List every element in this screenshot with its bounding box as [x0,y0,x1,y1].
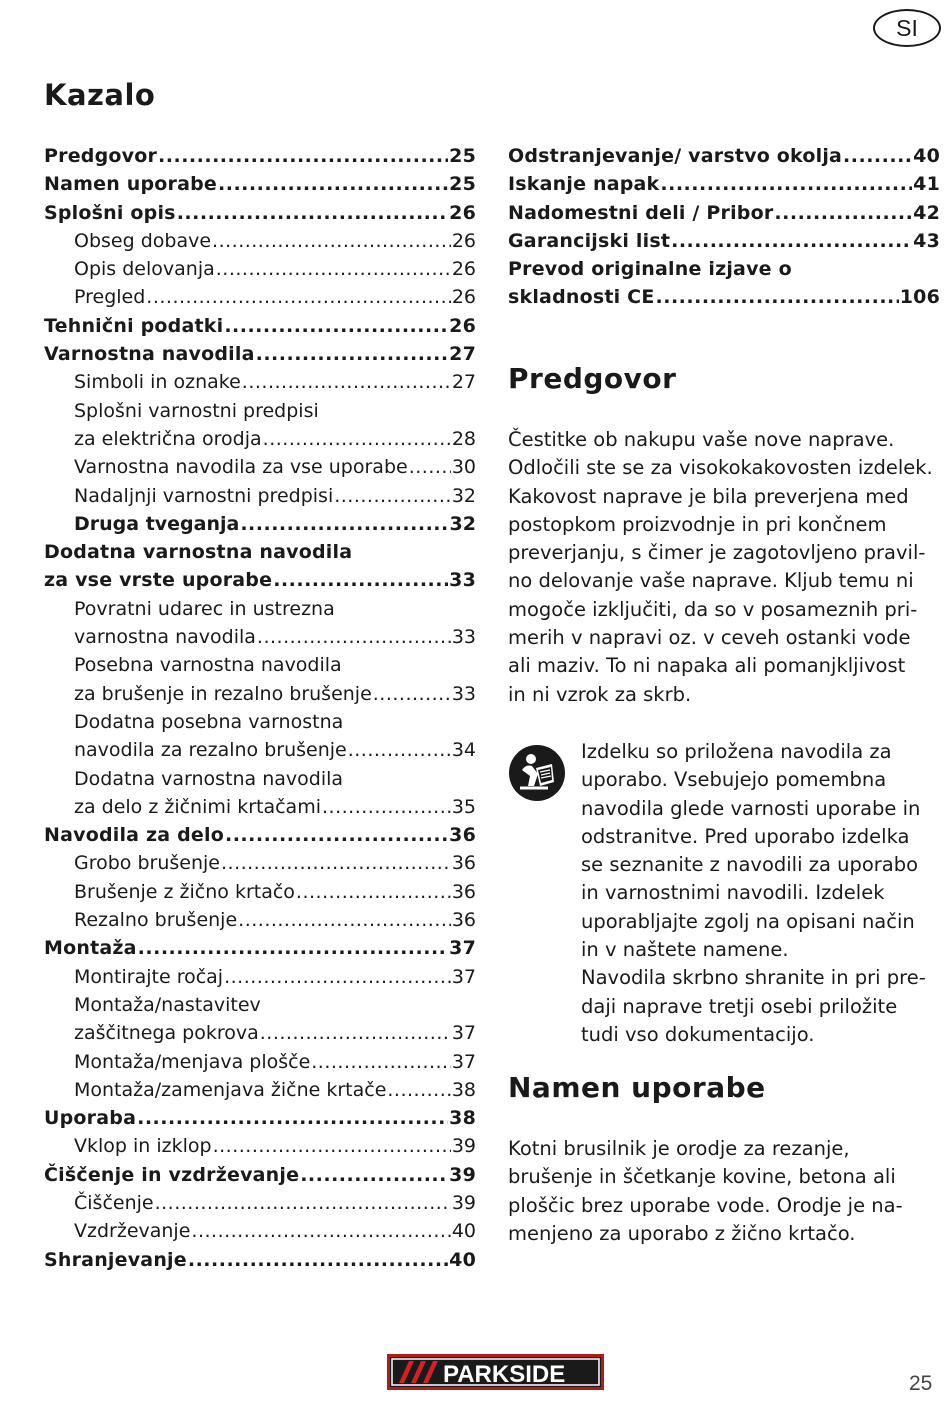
text-line: merih v napravi oz. v ceveh ostanki vode [508,626,911,650]
toc-entry [44,255,476,283]
toc-entry [44,1189,476,1217]
toc-entry-label: skladnosti CE [508,286,655,309]
toc-entry-label: Predgovor [44,145,158,167]
toc-entry-page: 26 [451,286,476,309]
toc-entry [44,821,476,849]
toc-entry-page: 27 [451,371,476,394]
text-line: menjeno za uporabo z žično krtačo. [508,1221,856,1245]
toc-entry-label: Obseg dobave [74,229,212,252]
toc-entry-label: Garancijski list [508,229,671,252]
text-line: Čestitke ob nakupu vaše nove naprave. [508,428,895,451]
toc-entry-page: 35 [451,795,476,818]
toc-entry [44,793,476,821]
toc-entry [44,595,476,623]
toc-dot-leader [188,1246,448,1274]
toc-entry-page: 25 [449,173,476,196]
toc-entry-page: 106 [899,286,940,309]
namen-heading: Namen uporabe [508,1071,766,1104]
toc-dot-leader [212,227,451,255]
toc-entry-label: Grobo brušenje [74,852,220,875]
toc-entry-page: 33 [451,682,476,705]
toc-dot-leader [221,849,451,877]
toc-entry-label: Čiščenje in vzdrževanje [44,1163,300,1186]
toc-dot-leader [238,906,451,934]
toc-entry-page: 33 [449,569,476,592]
toc-entry [44,1019,476,1047]
toc-entry-label: Vklop in izklop [74,1135,212,1158]
toc-entry-page: 37 [449,937,476,960]
toc-entry-page: 32 [451,484,476,507]
toc-dot-leader [387,1076,450,1104]
text-line: postopkom proizvodnje in pri končnem [508,512,887,536]
toc-entry-page: 26 [449,201,476,224]
toc-entry [44,397,476,425]
toc-entry-label: za vse vrste uporabe [44,569,273,592]
manual-note-paragraph [581,738,941,1049]
toc-entry [44,934,476,962]
page-number: 25 [909,1372,933,1395]
toc-dot-leader [191,1217,450,1245]
toc-entry-page: 39 [451,1191,476,1214]
toc-entry [44,906,476,934]
toc-dot-leader [224,312,448,340]
toc-entry-label: navodila za rezalno brušenje [74,739,347,762]
toc-entry [44,566,476,594]
toc-entry-page: 25 [449,145,476,167]
toc-entry-page: 28 [451,427,476,450]
toc-entry [44,283,476,311]
toc-dot-leader [242,368,451,396]
toc-entry-page: 36 [451,909,476,932]
text-line: uporabo. Vsebujejo pomembna [581,768,887,792]
toc-entry [44,142,476,170]
toc-entry-page: 26 [451,258,476,281]
toc-dot-leader [843,142,912,170]
toc-entry [44,680,476,708]
language-badge: SI [873,9,941,47]
toc-dot-leader [137,1104,448,1132]
toc-entry-label: Splošni opis [44,201,176,224]
toc-entry [44,1048,476,1076]
toc-entry-label: Prevod originalne izjave o [508,258,792,281]
toc-entry-page: 36 [451,880,476,903]
toc-entry-label: Brušenje z žično krtačo [74,880,295,903]
toc-entry-label: Druga tveganja [74,512,240,535]
toc-entry [44,1217,476,1245]
toc-entry-label: Varnostna navodila [44,343,255,366]
toc-dot-leader [373,680,451,708]
toc-entry-label: Opis delovanja [74,258,215,281]
toc-entry-label: Varnostna navodila za vse uporabe [74,456,408,479]
toc-dot-leader [146,283,451,311]
toc-dot-leader [660,170,912,198]
toc-entry [44,991,476,1019]
toc-dot-leader [311,1048,451,1076]
toc-dot-leader [177,199,448,227]
text-line: brušenje in ščetkanje kovine, betona ali [508,1165,896,1189]
toc-entry-label: Dodatna posebna varnostna [74,710,344,733]
toc-entry [508,170,940,198]
toc-dot-leader [256,340,449,368]
toc-entry-label: Montaža/zamenjava žične krtače [74,1078,387,1101]
text-line: Odločili ste se za visokokakovosten izdelek. [508,456,933,480]
parkside-logo [387,1354,604,1390]
toc-dot-leader [225,821,448,849]
toc-entry-label: Rezalno brušenje [74,909,238,932]
toc-entry-label: za brušenje in rezalno brušenje [74,682,372,705]
toc-entry-page: 34 [451,739,476,762]
text-line: in ni vzrok za skrb. [508,682,692,706]
toc-dot-leader [273,566,448,594]
text-line: se seznanite z navodili za uporabo [581,853,919,877]
toc-dot-leader [296,878,451,906]
read-manual-icon [508,744,566,802]
toc-entry-page: 30 [451,456,476,479]
toc-entry [44,510,476,538]
toc-dot-leader [409,453,451,481]
toc-entry-label: Montaža/nastavitev [74,993,261,1016]
toc-entry-label: Vzdrževanje [74,1220,191,1243]
toc-entry [44,623,476,651]
toc-entry [508,227,940,255]
toc-dot-leader [155,1189,451,1217]
toc-entry-label: Namen uporabe [44,173,218,196]
toc-entry-page: 40 [913,145,940,167]
toc-dot-leader [138,934,448,962]
toc-entry [44,878,476,906]
toc-entry-label: Shranjevanje [44,1248,187,1271]
toc-dot-leader [216,255,451,283]
toc-entry-label: za električna orodja [74,427,262,450]
text-line: in v naštete namene. [581,938,789,962]
namen-paragraph [508,1135,940,1248]
toc-dot-leader [257,623,451,651]
toc-entry [44,963,476,991]
toc-entry [44,425,476,453]
toc-entry-page: 36 [451,852,476,875]
toc-entry-page: 26 [451,229,476,252]
toc-entry-page: 38 [449,1107,476,1130]
toc-entry-label: Montaža [44,937,137,960]
toc-entry-label: Montaža/menjava plošče [74,1050,311,1073]
toc-entry-label: Uporaba [44,1107,137,1130]
text-line: ali maziv. To ni napaka ali pomanjkljivost [508,654,906,678]
text-line: no delovanje vaše naprave. Kljub temu ni [508,569,914,593]
toc-entry-label: Tehnični podatki [44,314,224,337]
toc-dot-leader [671,227,912,255]
toc-entry-page: 39 [451,1135,476,1158]
toc-dot-leader [300,1161,448,1189]
toc-entry [44,849,476,877]
text-line: navodila glede varnosti uporabe in [581,796,921,820]
toc-entry [44,708,476,736]
page-title: Kazalo [44,78,156,112]
toc-entry-page: 26 [449,314,476,337]
toc-entry [44,227,476,255]
toc-entry [44,453,476,481]
toc-entry-label: Odstranjevanje/ varstvo okolja [508,145,843,167]
toc-dot-leader [263,425,451,453]
toc-entry-page: 37 [451,1050,476,1073]
toc-entry-label: za delo z žičnimi krtačami [74,795,321,818]
toc-entry [44,736,476,764]
predgovor-paragraph [508,426,940,709]
toc-entry [508,255,940,283]
toc-entry-label: zaščitnega pokrova [74,1022,259,1045]
toc-entry [44,538,476,566]
toc-entry-label: Posebna varnostna navodila [74,654,342,677]
toc-entry-page: 40 [451,1220,476,1243]
toc-entry-label: Montirajte ročaj [74,965,224,988]
toc-entry [44,340,476,368]
toc-entry [508,199,940,227]
toc-entry-label: Čiščenje [74,1191,154,1214]
toc-dot-leader [240,510,448,538]
toc-entry [44,312,476,340]
toc-entry-label: Pregled [74,286,146,309]
toc-entry [44,1104,476,1132]
toc-entry-page: 38 [451,1078,476,1101]
toc-entry [44,1246,476,1274]
toc-dot-leader [348,736,451,764]
toc-dot-leader [774,199,912,227]
toc-entry-page: 32 [449,512,476,535]
toc-entry-page: 41 [913,173,940,196]
text-line: Izdelku so priložena navodila za [581,740,892,763]
text-line: ploščic brez uporabe vode. Orodje je na- [508,1193,903,1217]
toc-entry-page: 43 [913,229,940,252]
toc-entry [44,651,476,679]
toc-entry-label: Nadaljnji varnostni predpisi [74,484,334,507]
predgovor-heading: Predgovor [508,362,677,395]
toc-entry [44,1076,476,1104]
toc-dot-leader [213,1132,451,1160]
toc-dot-leader [656,283,899,311]
toc-entry [44,199,476,227]
toc-dot-leader [158,142,448,170]
toc-entry-label: Navodila za delo [44,824,224,847]
toc-entry-page: 42 [913,201,940,224]
toc-entry [508,142,940,170]
toc-entry-page: 37 [451,965,476,988]
toc-dot-leader [322,793,451,821]
toc-entry [44,1161,476,1189]
toc-entry [44,765,476,793]
toc-entry-label: Splošni varnostni predpisi [74,399,319,422]
toc-entry-label: Iskanje napak [508,173,660,196]
toc-entry-page: 36 [449,824,476,847]
toc-entry-page: 37 [451,1022,476,1045]
toc-entry [44,482,476,510]
toc-entry-label: Dodatna varnostna navodila [74,767,344,790]
text-line: tudi vso dokumentacijo. [581,1022,815,1046]
toc-entry-page: 39 [449,1163,476,1186]
toc-entry [44,368,476,396]
toc-entry-label: varnostna navodila [74,626,256,649]
toc-entry-label: Dodatna varnostna navodila [44,541,353,564]
toc-entry-page: 40 [449,1248,476,1271]
text-line: mogoče izključiti, da so v posameznih pri- [508,597,918,621]
toc-dot-leader [260,1019,451,1047]
text-line: preverjanju, s čimer je zagotovljeno pravil- [508,541,926,565]
svg-text:PARKSIDE: PARKSIDE [443,1361,566,1388]
table-of-contents-right [508,142,940,312]
text-line: in varnostnimi navodili. Izdelek [581,881,885,905]
toc-entry [44,170,476,198]
text-line: Navodila skrbno shranite in pri pre- [581,966,926,990]
toc-entry-page: 27 [449,343,476,366]
text-line: odstranitve. Pred uporabo izdelka [581,824,910,848]
toc-entry-label: Nadomestni deli / Pribor [508,201,774,224]
text-line: uporabljajte zgolj na opisani način [581,909,915,933]
toc-entry-label: Povratni udarec in ustrezna [74,597,335,620]
toc-entry-label: Simboli in oznake [74,371,241,394]
toc-dot-leader [224,963,451,991]
toc-dot-leader [334,482,451,510]
table-of-contents-left [44,142,476,1274]
text-line: Kotni brusilnik je orodje za rezanje, [508,1137,850,1160]
toc-entry [44,1132,476,1160]
text-line: Kakovost naprave je bila preverjena med [508,484,909,508]
toc-dot-leader [218,170,448,198]
toc-entry [508,283,940,311]
toc-entry-page: 33 [451,626,476,649]
text-line: daji naprave tretji osebi priložite [581,994,898,1018]
